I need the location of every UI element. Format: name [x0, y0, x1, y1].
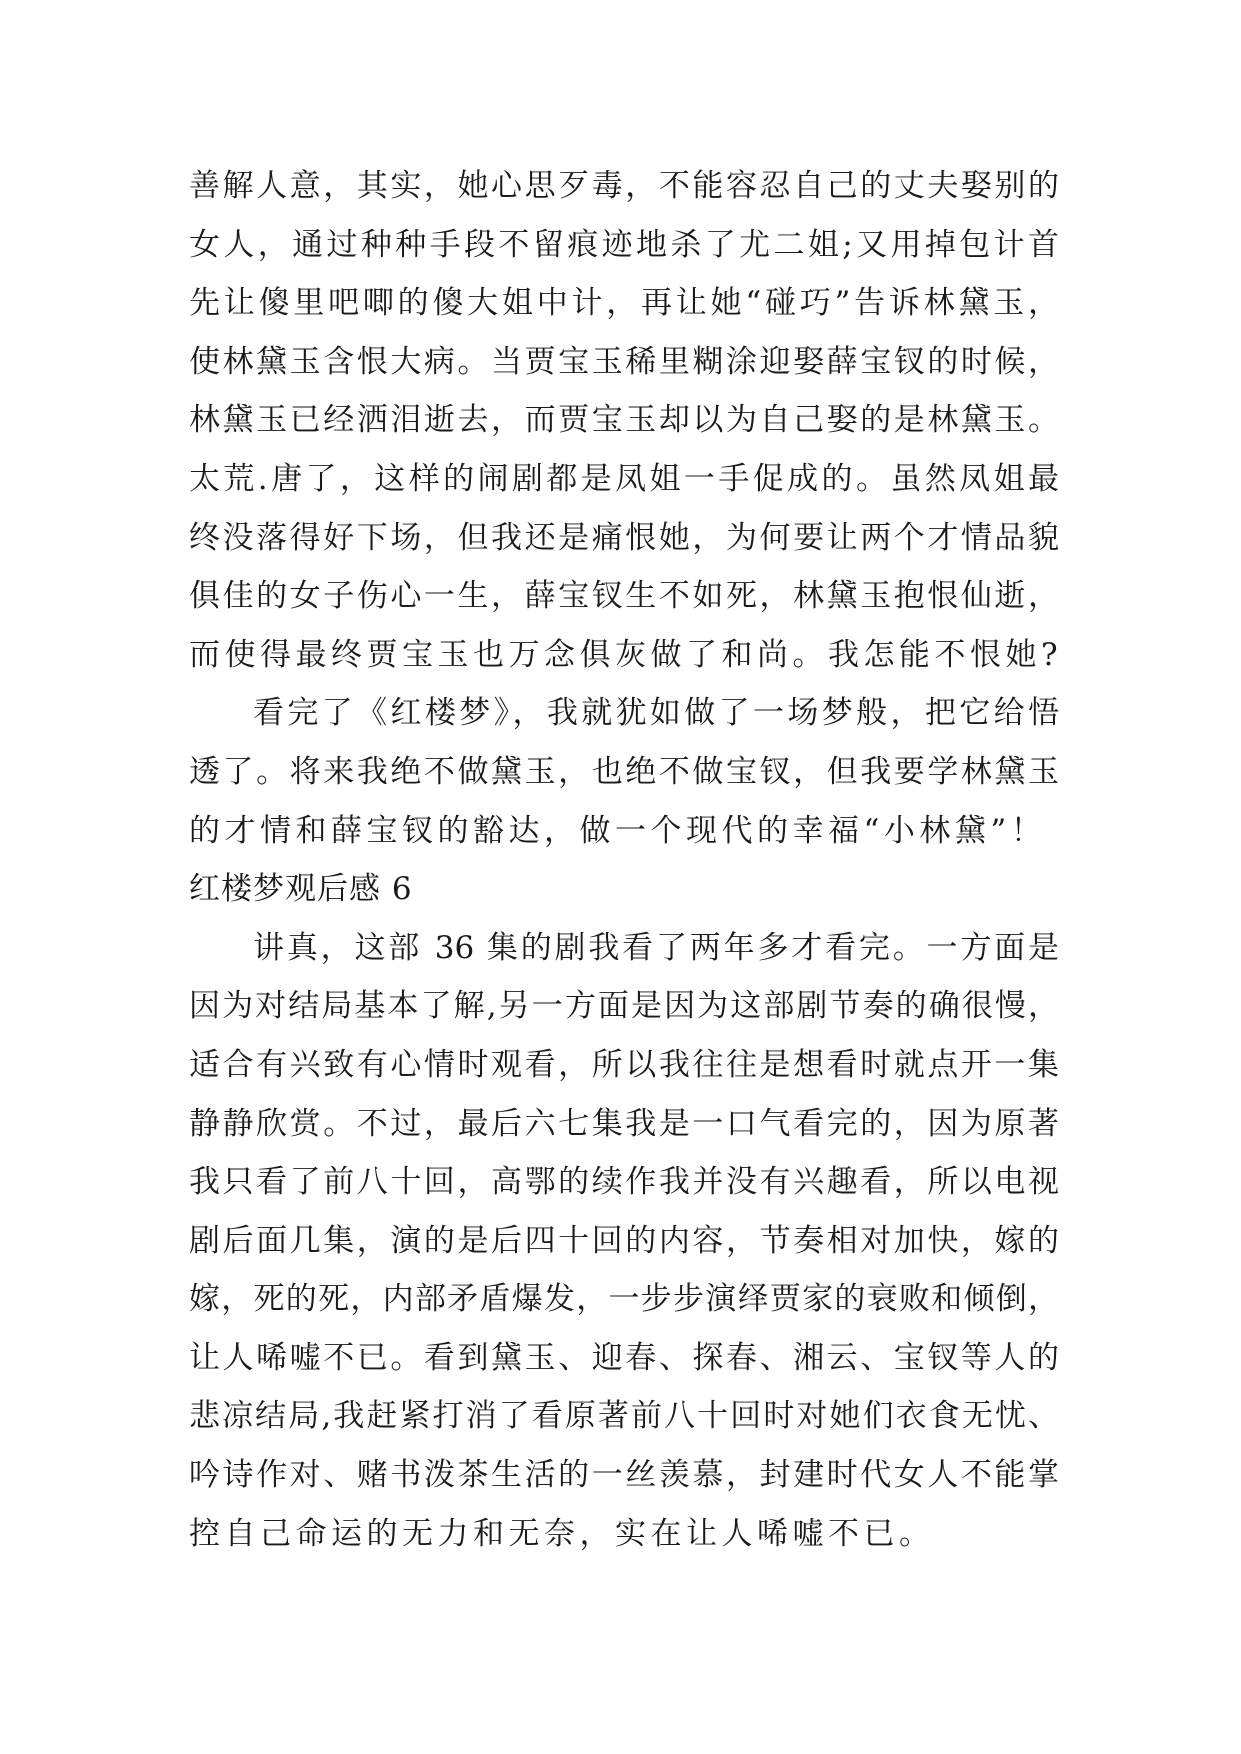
text-line: 让人唏嘘不已。看到黛玉、迎春、探春、湘云、宝钗等人的 — [189, 1339, 1059, 1376]
text-line: 使林黛玉含恨大病。当贾宝玉稀里糊涂迎娶薛宝钗的时候， — [189, 343, 1059, 380]
text-line: 透了。将来我绝不做黛玉，也绝不做宝钗，但我要学林黛玉 — [189, 753, 1059, 790]
text-line: 林黛玉已经洒泪逝去，而贾宝玉却以为自己娶的是林黛玉。 — [189, 402, 1059, 439]
text-line: 而使得最终贾宝玉也万念俱灰做了和尚。我怎能不恨她? — [189, 636, 1063, 673]
text-line: 吟诗作对、赌书泼茶生活的一丝羡慕，封建时代女人不能掌 — [189, 1457, 1059, 1494]
text-line: 太荒.唐了，这样的闹剧都是凤姐一手促成的。虽然凤姐最 — [189, 460, 1059, 497]
text-line: 控自己命运的无力和无奈，实在让人唏嘘不已。 — [189, 1515, 935, 1552]
text-line: 女人，通过种种手段不留痕迹地杀了尤二姐;又用掉包计首 — [189, 226, 1059, 263]
text-line: 讲真，这部 36 集的剧我看了两年多才看完。一方面是 — [253, 929, 1059, 966]
document-body — [189, 157, 1063, 1563]
text-line: 的才情和薛宝钗的豁达，做一个现代的幸福“小林黛”！ — [189, 812, 1047, 849]
text-line: 先让傻里吧唧的傻大姐中计，再让她“碰巧”告诉林黛玉， — [189, 285, 1059, 322]
text-line: 终没落得好下场，但我还是痛恨她，为何要让两个才情品貌 — [189, 519, 1059, 556]
section-heading: 红楼梦观后感 6 — [189, 871, 413, 908]
text-line: 悲凉结局,我赶紧打消了看原著前八十回时对她们衣食无忧、 — [189, 1398, 1059, 1435]
text-line: 适合有兴致有心情时观看，所以我往往是想看时就点开一集 — [189, 1046, 1059, 1083]
text-line: 看完了《红楼梦》，我就犹如做了一场梦般，把它给悟 — [253, 695, 1059, 732]
text-line: 嫁，死的死，内部矛盾爆发，一步步演绎贾家的衰败和倾倒， — [189, 1281, 1059, 1318]
text-line: 剧后面几集，演的是后四十回的内容，节奏相对加快，嫁的 — [189, 1222, 1059, 1259]
text-line: 我只看了前八十回，高鄂的续作我并没有兴趣看，所以电视 — [189, 1164, 1059, 1201]
text-line: 俱佳的女子伤心一生，薛宝钗生不如死，林黛玉抱恨仙逝， — [189, 578, 1059, 615]
text-line: 因为对结局基本了解,另一方面是因为这部剧节奏的确很慢， — [189, 988, 1059, 1025]
text-line: 善解人意，其实，她心思歹毒，不能容忍自己的丈夫娶别的 — [189, 168, 1059, 204]
text-line: 静静欣赏。不过，最后六七集我是一口气看完的，因为原著 — [189, 1105, 1059, 1142]
